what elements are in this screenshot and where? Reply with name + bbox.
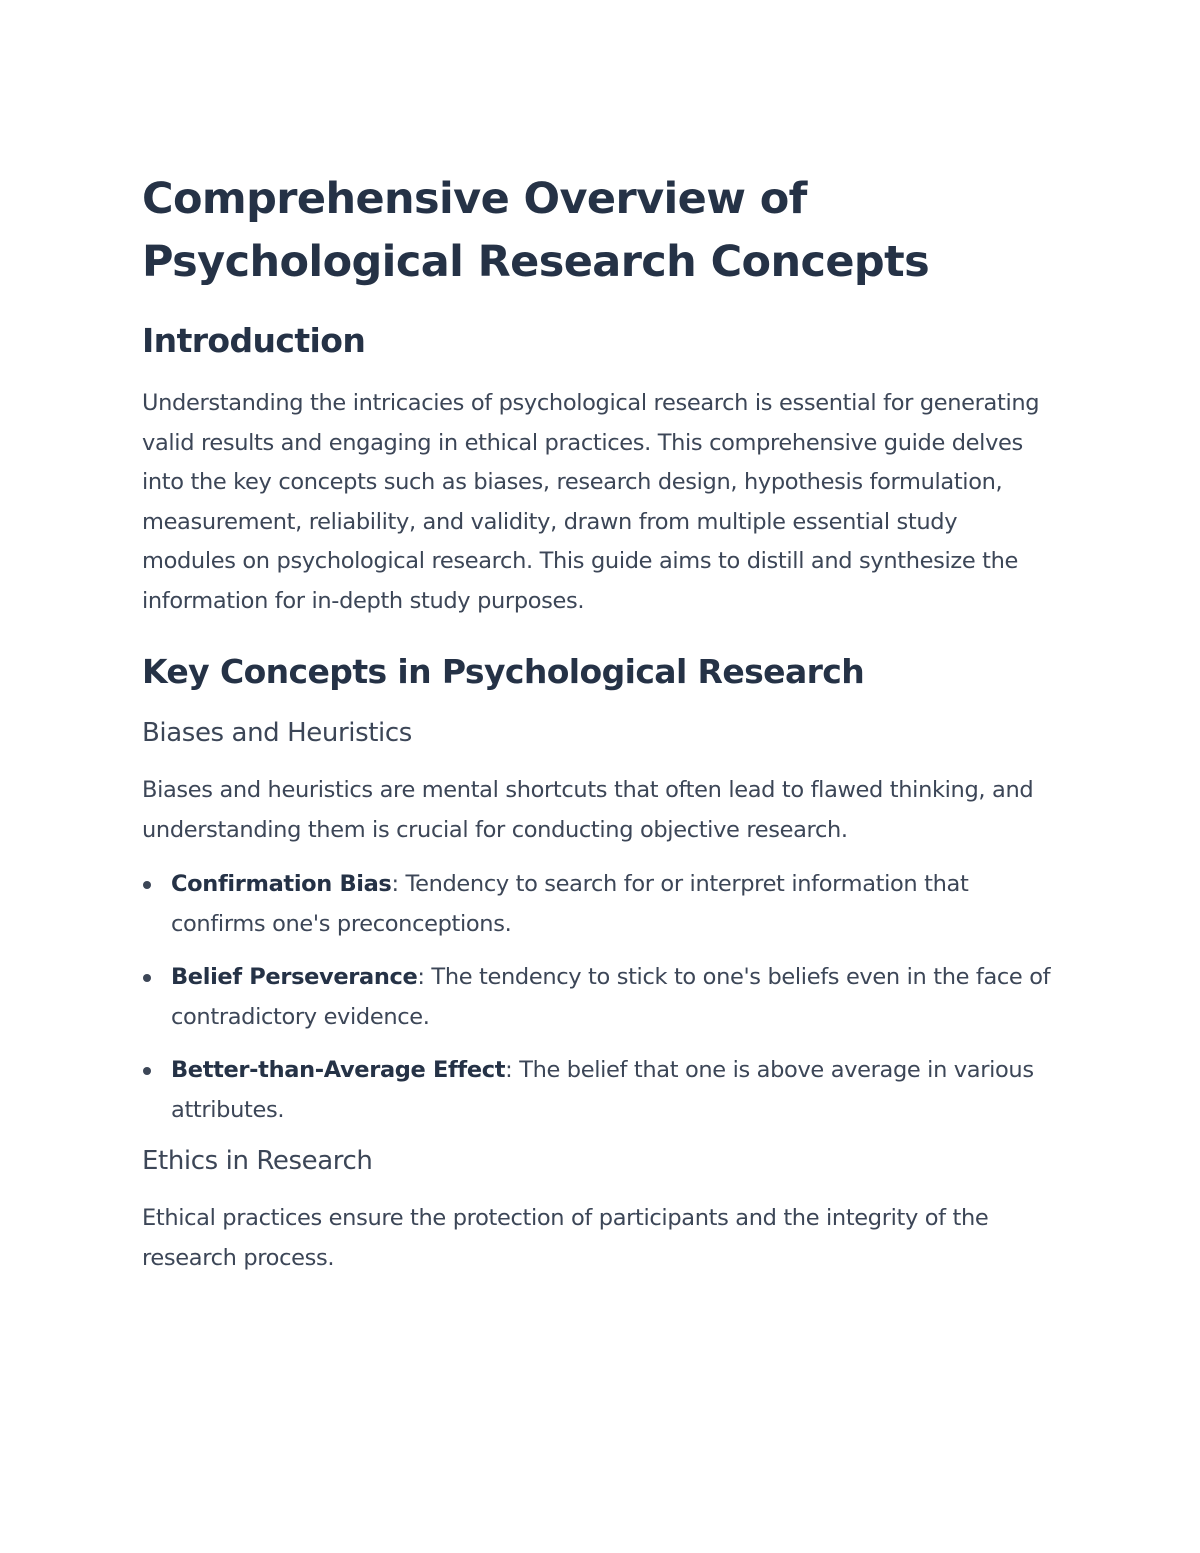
ethics-paragraph: Ethical practices ensure the protection of participants and the integrity of the research process.	[142, 1205, 989, 1271]
biases-heuristics-heading: Biases and Heuristics	[142, 718, 412, 748]
bullet-icon	[143, 974, 151, 982]
list-item-term: Better-than-Average Effect	[171, 1057, 506, 1083]
bullet-icon	[143, 881, 151, 889]
document-page	[142, 168, 1057, 1278]
biases-list	[142, 865, 1057, 1130]
list-item	[142, 865, 1057, 944]
list-item-term: Confirmation Bias	[171, 871, 392, 897]
bullet-icon	[143, 1067, 151, 1075]
document-title: Comprehensive Overview of Psychological Research Concepts	[142, 174, 930, 287]
introduction-paragraph: Understanding the intricacies of psychological research is essential for generating valid results and engaging in ethical practices. This comprehensive guide delves into the key concepts such as biases, research design, hypothesis formulation, measurement, reliability, and validity, drawn from multiple essential study modules on psychological research. This guide aims to distill and synthesize the information for in-depth study purposes.	[142, 390, 1040, 614]
list-item-description: : The tendency to stick to one's beliefs even in the face of contradictory evidence.	[171, 964, 1051, 1030]
list-item-description: : The belief that one is above average in various attributes.	[171, 1057, 1034, 1123]
list-item	[142, 1051, 1057, 1130]
ethics-heading: Ethics in Research	[142, 1146, 373, 1176]
list-item-term: Belief Perseverance	[171, 964, 418, 990]
introduction-heading: Introduction	[142, 321, 366, 360]
list-item-description: : Tendency to search for or interpret information that confirms one's preconceptions.	[171, 871, 969, 937]
biases-heuristics-paragraph: Biases and heuristics are mental shortcuts that often lead to flawed thinking, and understanding them is crucial for conducting objective research.	[142, 777, 1034, 843]
list-item	[142, 958, 1057, 1037]
key-concepts-heading: Key Concepts in Psychological Research	[142, 652, 865, 691]
